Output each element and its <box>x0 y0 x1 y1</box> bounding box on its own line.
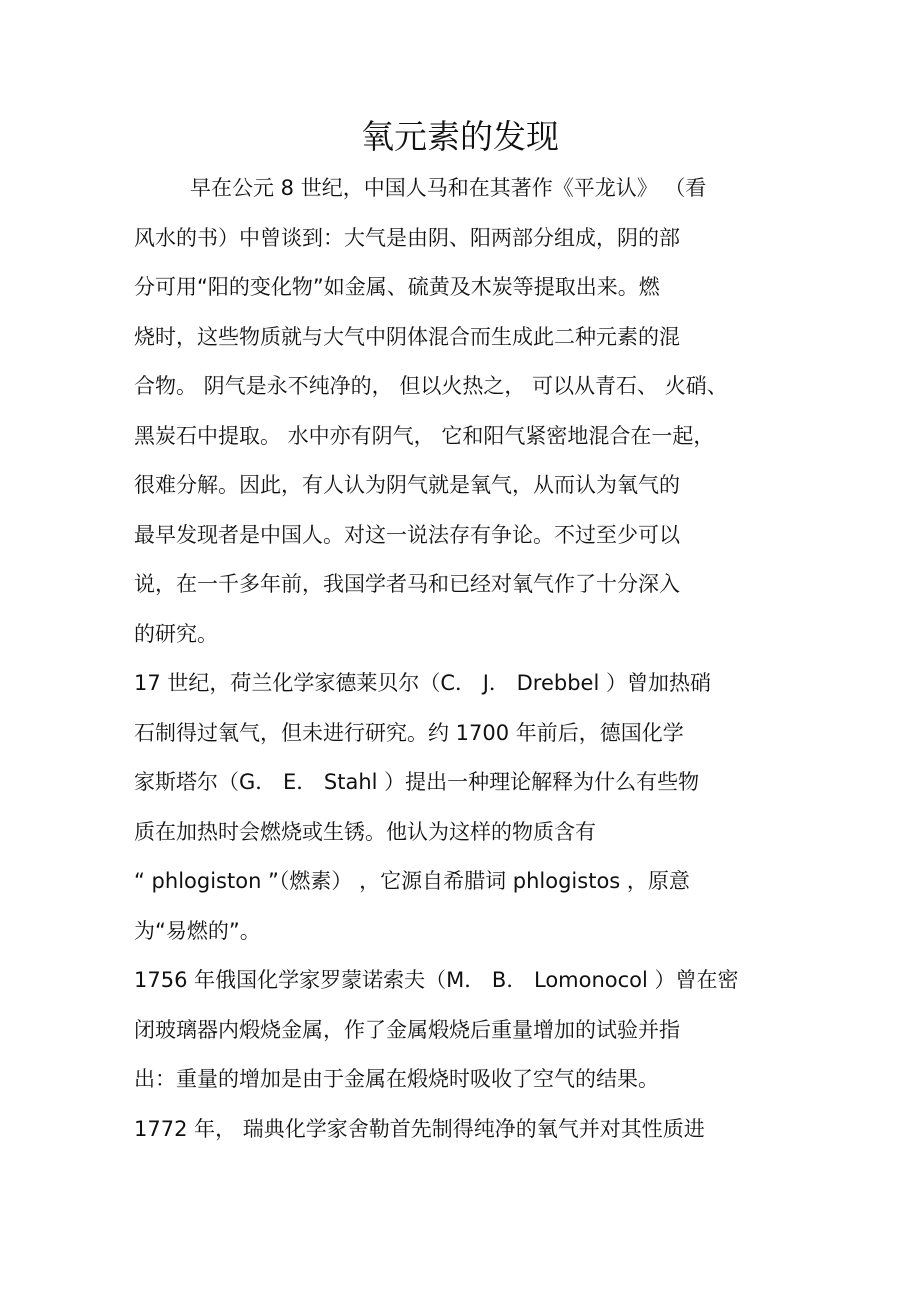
text-line: 分可用“阳的变化物”如金属、硫黄及木炭等提取出来。燃 <box>134 275 660 299</box>
text-line: “ phlogiston ”（燃素） ，它源自希腊词 phlogistos ，原意 <box>134 869 690 893</box>
text-line: 石制得过氧气，但未进行研究。约 1700 年前后，德国化学 <box>134 721 684 745</box>
text-line: 闭玻璃器内煅烧金属，作了金属煅烧后重量增加的试验并指 <box>134 1018 680 1042</box>
text-line: 的研究。 <box>134 622 218 646</box>
text-line: 风水的书）中曾谈到：大气是由阴、阳两部分组成，阴的部 <box>134 226 680 250</box>
text-line: 质在加热时会燃烧或生锈。他认为这样的物质含有 <box>134 820 596 844</box>
text-line: 17 世纪，荷兰化学家德莱贝尔（C． J． Drebbel ）曾加热硝 <box>134 671 711 695</box>
text-line: 出：重量的增加是由于金属在煅烧时吸收了空气的结果。 <box>134 1067 659 1091</box>
text-line: 很难分解。因此，有人认为阴气就是氧气，从而认为氧气的 <box>134 473 680 497</box>
text-line: 1772 年， 瑞典化学家舍勒首先制得纯净的氧气并对其性质进 <box>134 1117 705 1141</box>
page-title: 氧元素的发现 <box>361 117 559 156</box>
text-line: 黑炭石中提取。 水中亦有阴气， 它和阳气紧密地混合在一起， <box>134 424 715 448</box>
text-line: 早在公元 8 世纪，中国人马和在其著作《平龙认》 （看 <box>190 176 707 200</box>
text-line: 烧时，这些物质就与大气中阴体混合而生成此二种元素的混 <box>134 325 680 349</box>
text-line: 1756 年俄国化学家罗蒙诺索夫（M． B． Lomonocol ）曾在密 <box>134 968 739 992</box>
text-line: 最早发现者是中国人。对这一说法存有争论。不过至少可以 <box>134 523 680 547</box>
text-line: 合物。 阴气是永不纯净的， 但以火热之， 可以从青石、 火硝、 <box>134 374 728 398</box>
text-line: 家斯塔尔（G． E． Stahl ）提出一种理论解释为什么有些物 <box>134 770 700 794</box>
text-line: 说，在一千多年前，我国学者马和已经对氧气作了十分深入 <box>134 572 680 596</box>
text-line: 为“易燃的”。 <box>134 919 261 943</box>
